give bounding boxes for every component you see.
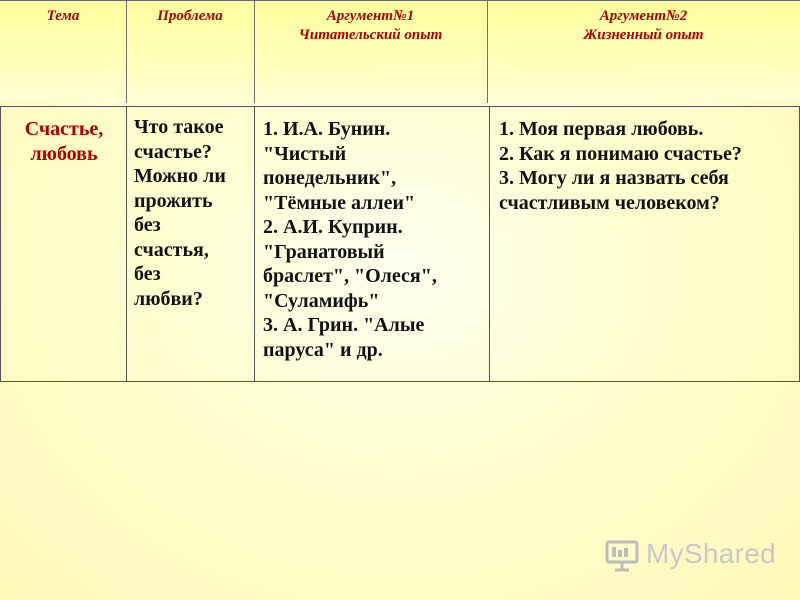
problem-line: без xyxy=(134,214,161,236)
myshared-logo xyxy=(604,535,777,575)
problem-line: без xyxy=(134,263,161,285)
argument-1-line: "Гранатовый xyxy=(263,240,385,263)
problem-line: счастья, xyxy=(134,238,209,261)
argument-1-line: браслет", "Олеся", xyxy=(263,265,437,287)
topic-line: любовь xyxy=(30,143,98,165)
problem-line: Можно ли xyxy=(134,165,226,187)
cell-argument-1 xyxy=(254,106,489,382)
header-topic: Тема xyxy=(46,8,80,24)
header-argument-2-title: Аргумент№2 xyxy=(599,8,688,24)
cell-topic xyxy=(0,106,127,382)
cell-argument-2 xyxy=(489,106,800,382)
header-argument-2-subtitle: Жизненный опыт xyxy=(583,27,704,43)
topic-line: Счастье, xyxy=(24,118,104,140)
argument-2-line: 1. Моя первая любовь. xyxy=(499,118,704,140)
argument-2-line: 2. Как я понимаю счастье? xyxy=(499,142,742,165)
cell-problem xyxy=(126,106,255,382)
argument-2-line: счастливым человеком? xyxy=(499,191,720,214)
argument-1-line: паруса" и др. xyxy=(263,338,383,361)
header-argument-1-subtitle: Читательский опыт xyxy=(298,27,443,43)
argument-1-line: 3. А. Грин. "Алые xyxy=(263,314,425,336)
argument-2-line: 3. Могу ли я назвать себя xyxy=(499,167,729,189)
argument-1-line: 2. А.И. Куприн. xyxy=(263,216,403,238)
problem-line: счастье? xyxy=(134,140,212,163)
argument-1-line: "Чистый xyxy=(263,142,347,165)
header-argument-1 xyxy=(254,7,487,45)
header-argument-2 xyxy=(487,7,800,45)
problem-line: Что такое xyxy=(134,116,224,138)
header-argument-1-title: Аргумент№1 xyxy=(326,8,415,24)
argument-1-line: "Суламифь" xyxy=(263,289,380,312)
logo-text: MyShared xyxy=(646,538,777,569)
table-body-row xyxy=(0,106,800,382)
argument-1-line: 1. И.А. Бунин. xyxy=(263,118,391,140)
problem-line: прожить xyxy=(134,189,213,212)
header-problem: Проблема xyxy=(157,8,223,24)
problem-line: любви? xyxy=(134,287,203,310)
presentation-board-icon xyxy=(604,537,640,573)
table-header-row xyxy=(0,0,800,102)
argument-1-line: "Тёмные аллеи" xyxy=(263,191,416,214)
argument-1-line: понедельник", xyxy=(263,167,397,189)
